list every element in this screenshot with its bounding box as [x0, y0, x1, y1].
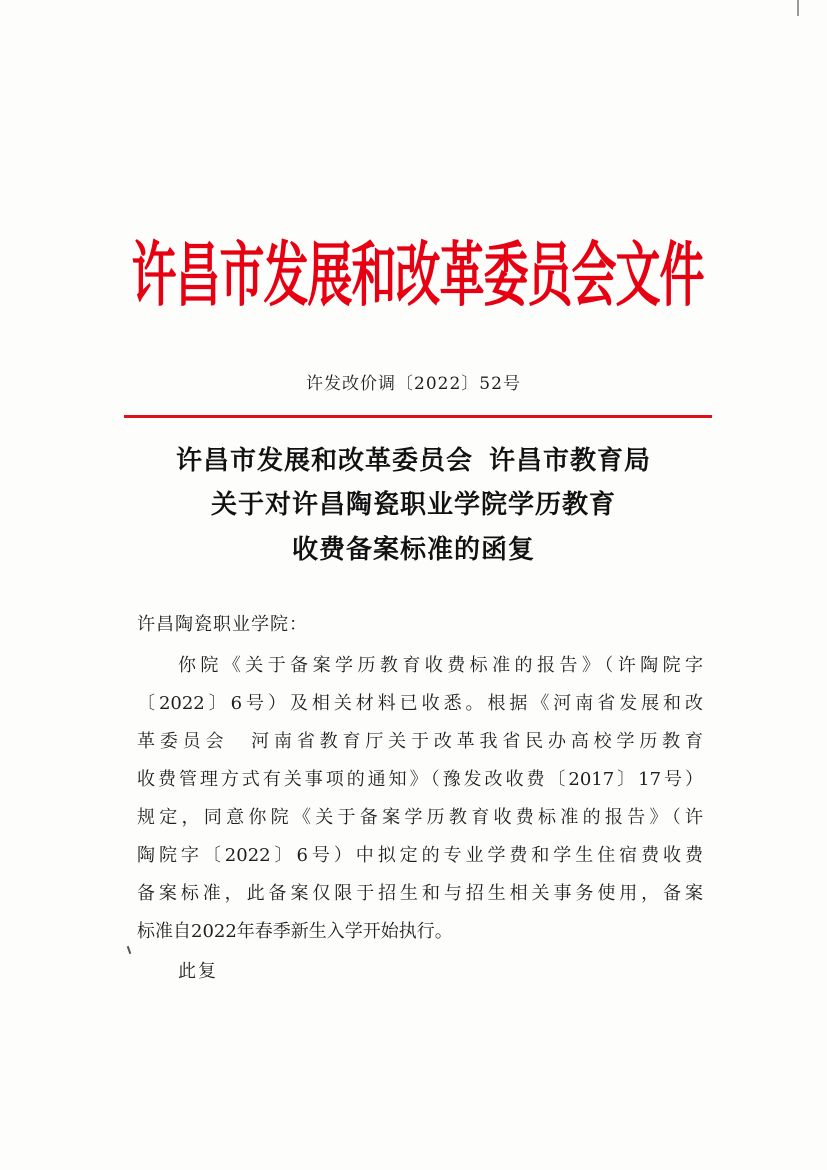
title-issuer-2: 许昌市教育局 [489, 446, 652, 476]
document-title-line-3: 收费备案标准的函复 [291, 535, 535, 565]
document-title-line-2: 关于对许昌陶瓷职业学院学历教育 [210, 490, 616, 520]
red-divider-line [124, 415, 712, 418]
scan-edge-mark [797, 0, 799, 16]
body-line-1: 你院《关于备案学历教育收费标准的报告》（许陶院字 [178, 655, 703, 676]
addressee: 许昌陶瓷职业学院： [137, 614, 308, 635]
body-line-6: 陶院字〔2022〕6号）中拟定的专业学费和学生住宿费收费 [137, 845, 703, 866]
masthead-title: 许昌市发展和改革委员会文件 [131, 233, 704, 316]
body-line-5: 规定，同意你院《关于备案学历教育收费标准的报告》（许 [137, 807, 703, 828]
document-title-line-1 [0, 440, 827, 477]
body-line-3: 革委员会 河南省教育厅关于改革我省民办高校学历教育 [137, 731, 703, 752]
pen-mark [127, 946, 132, 954]
title-issuer-1: 许昌市发展和改革委员会 [175, 446, 473, 476]
body-line-7: 备案标准，此备案仅限于招生和与招生相关事务使用，备案 [137, 883, 703, 904]
body-line-8: 标准自2022年春季新生入学开始执行。 [137, 921, 453, 942]
body-line-2: 〔2022〕6号）及相关材料已收悉。根据《河南省发展和改 [137, 693, 703, 714]
body-line-4: 收费管理方式有关事项的通知》（豫发改收费〔2017〕17号） [137, 769, 703, 790]
document-number: 许发改价调〔2022〕52号 [306, 374, 521, 394]
closing-remark: 此复 [178, 961, 218, 982]
